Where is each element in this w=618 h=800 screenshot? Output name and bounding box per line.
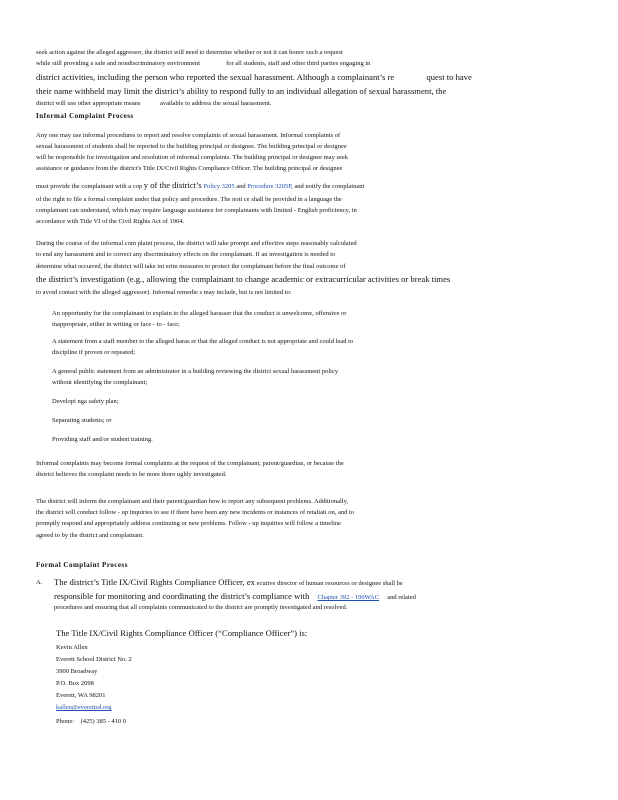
contact-po: P.O. Box 2098 (56, 680, 94, 687)
item-text: ecutive director of human resources or designee shall be (256, 580, 403, 587)
paragraph-line: the district’s investigation (e.g., allowing the complainant to change academic or extracurricular activities or break times (36, 274, 451, 284)
item-line: procedures and ensuring that all complaints communicated to the district are promptly investigated and resolved. (54, 604, 348, 611)
paragraph-line: The district will inform the complainant and their parent/guardian how to report any subsequent problems. Additionally, (36, 498, 349, 505)
paragraph-line: will be responsible for investigation and resolution of informal complaints. The building principal or designee may seek (36, 154, 348, 161)
contact-email-link[interactable]: kallen@everettsd.org (56, 704, 112, 711)
contact-phone-row (56, 716, 126, 727)
contact-org: Everett School District No. 2 (56, 656, 132, 663)
item-text: The district’s Title IX/Civil Rights Compliance Officer, ex (54, 577, 255, 587)
officer-heading: The Title IX/Civil Rights Compliance Officer (“Compliance Officer”) is: (56, 628, 308, 638)
paragraph-line: Any one may use informal procedures to report and resolve complaints of sexual harassment. Informal complaints of (36, 132, 341, 139)
paragraph-line: of the right to file a formal complaint under that policy and procedure. The noti ce shall be provided in a language the (36, 196, 342, 203)
paragraph-text: y of the district’s (143, 180, 202, 190)
paragraph-text: must provide the complainant with a cop (36, 183, 143, 190)
intro-line: seek action against the alleged aggressor, the district will need to determine whether or not it can honor such a request (36, 49, 343, 56)
intro-line: district activities, including the person who reported the sexual harassment. Although a complainant’s re quest to have (36, 72, 472, 82)
list-item-text: without identifying the complainant; (52, 379, 148, 386)
intro-line: while still providing a safe and nondiscriminatory environment for all students, staff and other third parties engaging in (36, 60, 371, 67)
paragraph-line: promptly respond and appropriately address continuing or new problems. Follow - up inquiries will follow a timeline (36, 520, 341, 527)
list-item-text: Developi nga safety plan; (52, 398, 119, 405)
paragraph-line: agreed to by the district and complainant. (36, 532, 144, 539)
paragraph-line: sexual harassment of students shall be reported to the building principal or designee. The building principal or designee (36, 143, 347, 150)
item-line (54, 591, 576, 603)
contact-street: 3900 Broadway (56, 668, 98, 675)
phone-number: (425) 385 - 410 0 (80, 718, 127, 725)
list-item-text: Separating students; or (52, 417, 112, 424)
item-line (54, 577, 576, 589)
phone-label: Phone: (56, 718, 75, 725)
paragraph-text: and (236, 183, 246, 190)
paragraph-line: to end any harassment and to correct any discriminatory effects on the complainant. If an investigation is needed to (36, 251, 336, 258)
intro-line: their name withheld may limit the district’s ability to respond fully to an individual allegation of sexual harassment, the (36, 86, 447, 96)
paragraph-line: accordance with Title VI of the Civil Rights Act of 1964. (36, 218, 185, 225)
item-text: responsible for monitoring and coordinating the district’s compliance with (54, 591, 310, 601)
list-item-text: A statement from a staff member to the alleged haras er that the alleged conduct is not appropriate and could lead to (52, 338, 354, 345)
paragraph-line: determine what occurred, the district will take int erim measures to protect the complainant before the final outcome of (36, 263, 346, 270)
paragraph-line: complainant can understand, which may require language assistance for complainants with limited - English proficiency, in (36, 207, 357, 214)
paragraph-line: the district will conduct follow - up inquiries to see if there have been any new incidents or instances of retaliati on, and to (36, 509, 355, 516)
contact-city: Everett, WA 98201 (56, 692, 106, 699)
procedure-link[interactable]: Procedure 3205P (247, 183, 292, 190)
contact-name: Kevin Allen (56, 644, 88, 651)
list-item-text: Providing staff and/or student training. (52, 436, 153, 443)
intro-line: district will use other appropriate means available to address the sexual harassment. (36, 100, 272, 107)
paragraph-line: During the course of the informal com plaint process, the district will take prompt and effective steps reasonably calculated (36, 240, 357, 247)
paragraph-line: Informal complaints may become formal complaints at the request of the complainant, parent/guardian, or because the (36, 460, 344, 467)
list-item-text: inappropriate, either in writing or face - to - face; (52, 321, 180, 328)
section-heading-informal: Informal Complaint Process (36, 112, 134, 120)
paragraph-line (36, 180, 576, 192)
item-label: A. (36, 579, 43, 586)
paragraph-text: , and notify the complainant (291, 183, 365, 190)
policy-link[interactable]: Policy 3205 (203, 183, 235, 190)
list-item-text: An opportunity for the complainant to explain to the alleged harasser that the conduct is unwelcome, offensive or (52, 310, 347, 317)
section-heading-formal: Formal Complaint Process (36, 561, 128, 569)
paragraph-line: to avoid contact with the alleged aggressor). Informal remedie s may include, but is not limited to: (36, 289, 292, 296)
chapter-link[interactable]: Chapter 392 - 190WAC (317, 594, 380, 601)
paragraph-line: district believes the complaint needs to be more thoro ughly investigated. (36, 471, 227, 478)
list-item-text: discipline if proven or repeated; (52, 349, 136, 356)
paragraph-line: assistance or guidance from the district's Title IX/Civil Rights Compliance Officer. The building principal or designee (36, 165, 343, 172)
item-text: and related (387, 594, 416, 601)
list-item-text: A general public statement from an administrator in a building reviewing the district sexual harassment policy (52, 368, 339, 375)
